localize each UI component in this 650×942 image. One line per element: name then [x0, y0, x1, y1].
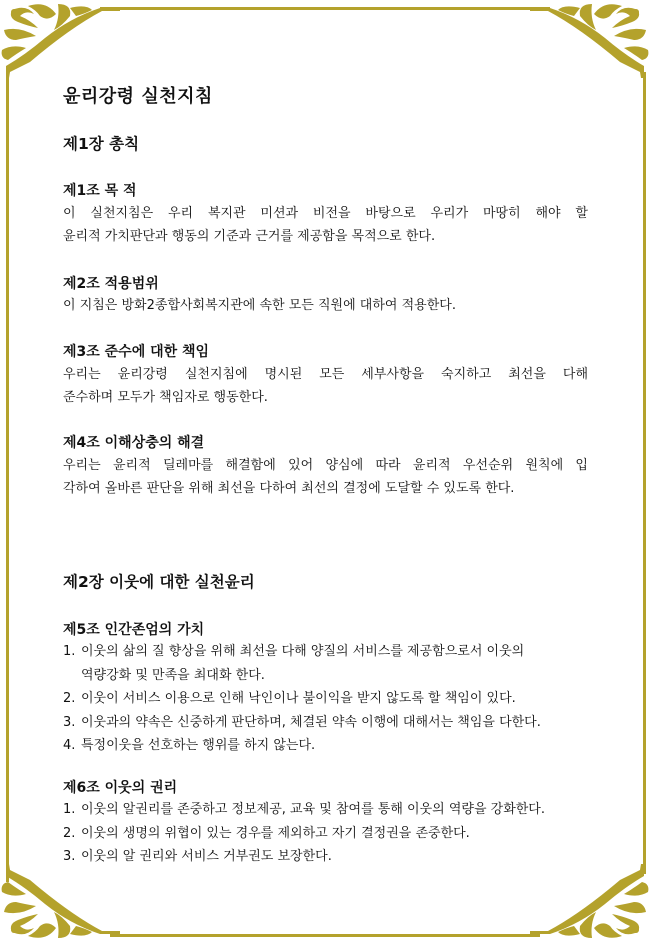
article-3-line-1: 우리는 윤리강령 실천지침에 명시된 모든 세부사항을 숙지하고 최선을 다해	[63, 367, 588, 382]
article-1-heading: 제1조 목 적	[63, 183, 137, 199]
item-text: 이웃의 생명의 위협이 있는 경우를 제외하고 자기 결정권을 존중한다.	[81, 825, 470, 841]
article-3-heading: 제3조 준수에 대한 책임	[63, 344, 210, 360]
item-text: 이웃이 서비스 이용으로 인해 낙인이나 불이익을 받지 않도록 할 책임이 있다.	[81, 691, 516, 706]
item-text: 특정이웃을 선호하는 행위를 하지 않는다.	[81, 738, 316, 753]
bottom-right-ornament-icon	[530, 864, 650, 942]
article-5-item-3	[63, 711, 588, 735]
item-text-continued: 역량강화 및 만족을 최대화 한다.	[81, 667, 265, 683]
frame-bottom-line	[110, 934, 540, 937]
article-2-line-1: 이 지침은 방화2종합사회복지관에 속한 모든 직원에 대하여 적용한다.	[63, 298, 456, 313]
frame-top-line	[100, 7, 550, 10]
item-text: 이웃의 알 권리와 서비스 거부권도 보장한다.	[81, 849, 332, 864]
article-6-list	[63, 798, 588, 869]
item-number: 3.	[63, 849, 76, 864]
article-5-heading: 제5조 인간존엄의 가치	[63, 622, 205, 638]
frame-right-line	[643, 72, 646, 874]
article-6-heading: 제6조 이웃의 권리	[63, 780, 178, 796]
article-1-line-2: 윤리적 가치판단과 행동의 기준과 근거를 제공함을 목적으로 한다.	[63, 229, 436, 244]
article-5-item-4	[63, 734, 588, 758]
article-5-list	[63, 640, 588, 758]
article-5-item-2	[63, 687, 588, 711]
item-number: 4.	[63, 738, 76, 753]
item-number: 3.	[63, 714, 76, 730]
item-number: 1.	[63, 802, 76, 817]
article-1-line-1: 이 실천지침은 우리 복지관 미션과 비전을 바탕으로 우리가 마땅히 해야 할	[63, 206, 588, 221]
item-number: 2.	[63, 825, 76, 841]
item-number: 1.	[63, 644, 76, 659]
item-text: 이웃과의 약속은 신중하게 판단하며, 체결된 약속 이행에 대해서는 책임을 다한다.	[81, 714, 541, 730]
item-text: 이웃의 삶의 질 향상을 위해 최선을 다해 양질의 서비스를 제공함으로서 이웃의	[81, 644, 525, 659]
article-3-body	[63, 363, 588, 409]
article-4-line-1: 우리는 윤리적 딜레마를 해결함에 있어 양심에 따라 윤리적 우선순위 원칙에 입	[63, 458, 588, 473]
article-6-item-1	[63, 798, 588, 822]
article-6-item-3	[63, 845, 588, 869]
article-4-heading: 제4조 이해상충의 해결	[63, 435, 205, 451]
document-title: 윤리강령 실천지침	[63, 86, 213, 107]
article-5-item-1	[63, 640, 588, 687]
article-4-line-2: 각하여 올바른 판단을 위해 최선을 다하여 최선의 결정에 도달할 수 있도록 한다.	[63, 481, 515, 496]
article-6-item-2	[63, 822, 588, 846]
chapter-2-heading: 제2장 이웃에 대한 실천윤리	[63, 573, 255, 591]
article-4-body	[63, 454, 588, 500]
article-2-body	[63, 294, 588, 317]
top-left-ornament-icon	[0, 0, 120, 78]
item-text: 이웃의 알권리를 존중하고 정보제공, 교육 및 참여를 통해 이웃의 역량을 강화한다.	[81, 802, 546, 817]
chapter-1-heading: 제1장 총칙	[63, 135, 140, 153]
top-right-ornament-icon	[530, 0, 650, 78]
article-2-heading: 제2조 적용범위	[63, 276, 159, 292]
article-1-body	[63, 202, 588, 248]
item-number: 2.	[63, 691, 76, 706]
frame-left-line	[6, 68, 9, 882]
article-3-line-2: 준수하며 모두가 책임자로 행동한다.	[63, 390, 268, 405]
bottom-left-ornament-icon	[0, 864, 120, 942]
